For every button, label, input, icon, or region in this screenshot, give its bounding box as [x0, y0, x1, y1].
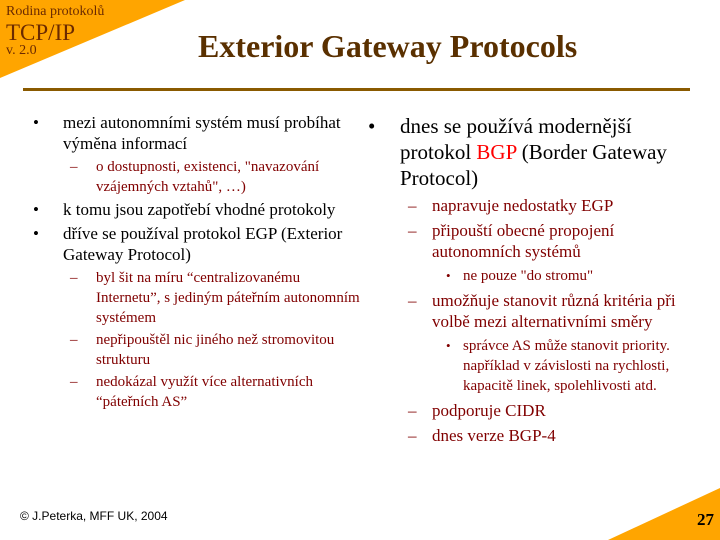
sub-bullet-item: [28, 372, 363, 412]
sub-bullet-text: nedokázal využít více alternativních “páteřních AS”: [96, 374, 313, 410]
sub-bullet-item: [368, 220, 698, 262]
bullet-marker: •: [446, 338, 451, 353]
sub-sub-bullet-text: ne pouze "do stromu": [463, 268, 594, 284]
sub-sub-bullet-text: správce AS může stanovit priority. například v závislosti na rychlosti, kapacitě linek, spolehlivosti atd.: [463, 338, 670, 394]
sub-bullet-item: [368, 400, 698, 421]
sub-bullet-item: [368, 195, 698, 216]
dash-marker: –: [408, 291, 417, 310]
sub-bullet-item: [28, 157, 363, 197]
bullet-marker: •: [446, 268, 451, 283]
bullet-text-end: (Border Gateway Protocol): [400, 140, 667, 190]
sub-sub-bullet-item: [368, 266, 698, 286]
course-label: TCP/IP: [6, 20, 76, 45]
slide-title: Exterior Gateway Protocols: [198, 28, 578, 64]
left-column: [28, 112, 363, 414]
sub-sub-bullet-item: [368, 336, 698, 396]
copyright-footer: © J.Peterka, MFF UK, 2004: [20, 509, 168, 523]
bullet-item: [28, 223, 363, 265]
bullet-item: [28, 112, 363, 154]
sub-bullet-text: napravuje nedostatky EGP: [432, 196, 614, 215]
right-column: [368, 113, 698, 450]
sub-bullet-text: o dostupnosti, existenci, "navazování vzájemných vztahů", …): [96, 159, 320, 195]
bullet-text: k tomu jsou zapotřebí vhodné protokoly: [63, 200, 336, 219]
dash-marker: –: [408, 221, 417, 240]
sub-bullet-item: [368, 290, 698, 332]
bgp-highlight: BGP: [476, 140, 517, 164]
bullet-text-start: dnes se používá modernější protokol: [400, 114, 632, 164]
bullet-item: [28, 199, 363, 220]
sub-bullet-item: [28, 268, 363, 328]
dash-marker: –: [408, 426, 417, 445]
dash-marker: –: [408, 196, 417, 215]
sub-bullet-item: [368, 425, 698, 446]
dash-marker: –: [70, 374, 78, 390]
title-underline: [23, 88, 690, 91]
dash-marker: –: [70, 270, 78, 286]
bullet-text: mezi autonomními systém musí probíhat výměna informací: [63, 113, 341, 153]
bullet-item: [368, 113, 698, 191]
version-label: v. 2.0: [6, 43, 37, 58]
bullet-marker: •: [368, 114, 376, 138]
sub-bullet-text: nepřipouštěl nic jiného než stromovitou strukturu: [96, 332, 335, 368]
sub-bullet-item: [28, 330, 363, 370]
bullet-marker: •: [33, 224, 39, 243]
series-label: Rodina protokolů: [6, 4, 105, 19]
sub-bullet-text: připouští obecné propojení autonomních systémů: [432, 221, 615, 261]
dash-marker: –: [408, 401, 417, 420]
bullet-marker: •: [33, 200, 39, 219]
sub-bullet-text: byl šit na míru “centralizovanému Internetu”, s jediným páteřním autonomním systémem: [96, 270, 360, 326]
dash-marker: –: [70, 159, 78, 175]
sub-bullet-text: podporuje CIDR: [432, 401, 546, 420]
sub-bullet-text: dnes verze BGP-4: [432, 426, 556, 445]
page-number: 27: [697, 510, 714, 529]
bullet-marker: •: [33, 113, 39, 132]
bullet-text: dříve se používal protokol EGP (Exterior Gateway Protocol): [63, 224, 343, 264]
sub-bullet-text: umožňuje stanovit různá kritéria při volbě mezi alternativními směry: [432, 291, 676, 331]
dash-marker: –: [70, 332, 78, 348]
